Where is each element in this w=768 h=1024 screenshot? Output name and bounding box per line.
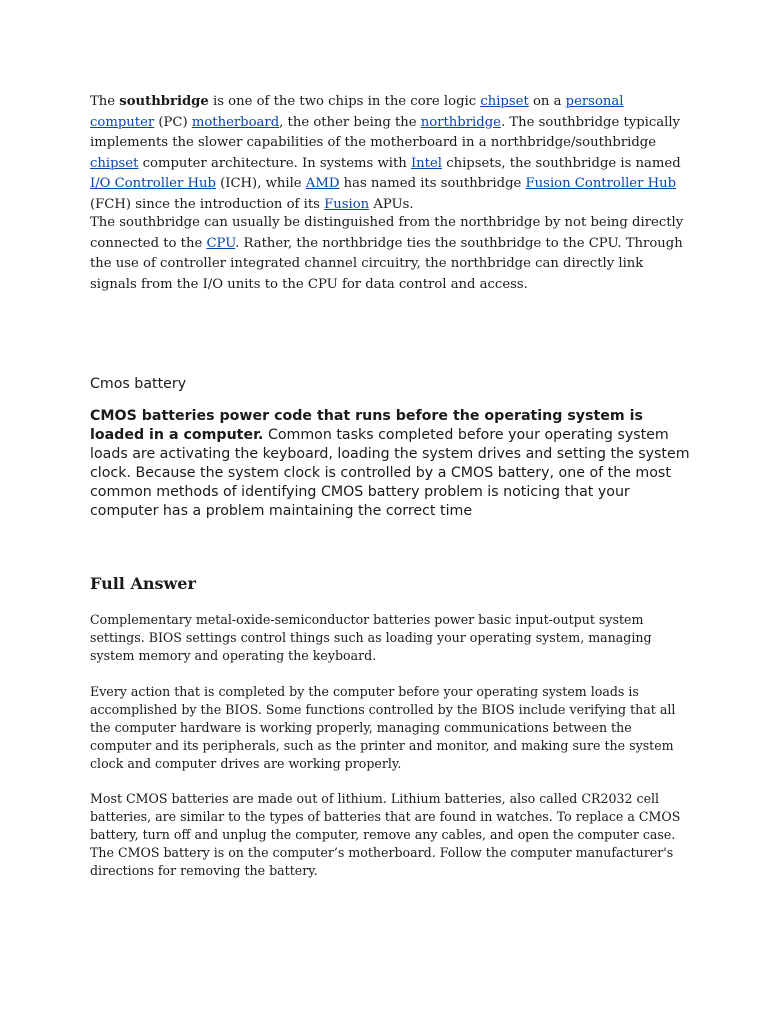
text: . The southbridge typically implements the slower capabilities of the motherboard in a northbridge/southbridge <box>90 114 681 150</box>
link-fusion[interactable]: Fusion <box>324 196 370 212</box>
text: APUs. <box>369 196 414 212</box>
text: Common tasks completed before your operating system loads are activating the keyboard, loading the system drives and setting the system clock. Because the system clock is controlled by a CMOS battery, one of the most common methods of identifying CMOS battery problem is noticing that your computer has a problem maintaining the correct time <box>90 427 690 519</box>
text: (PC) <box>154 114 192 130</box>
southbridge-paragraph-1 <box>90 92 690 215</box>
text: is one of the two chips in the core logic <box>208 94 481 109</box>
text: chipsets, the southbridge is named <box>442 155 681 171</box>
cmos-lead-sentence: CMOS batteries power code that runs before the operating system is loaded in a computer. <box>90 408 643 443</box>
text: The <box>90 94 120 109</box>
link-motherboard[interactable]: motherboard <box>191 114 280 130</box>
full-answer-heading: Full Answer <box>90 574 196 593</box>
link-intel[interactable]: Intel <box>410 155 442 171</box>
link-fusion-controller-hub[interactable]: Fusion Controller Hub <box>525 176 677 191</box>
link-cpu[interactable]: CPU <box>206 235 236 251</box>
full-answer-paragraph-3: Most CMOS batteries are made out of lithium. Lithium batteries, also called CR2032 cell batteries, are similar to the types of batteries that are found in watches. To replace a CMOS battery, turn off and unplug the computer, remove any cables, and open the computer case. The CMOS battery is on the computer’s motherboard. Follow the computer manufacturer's directions for removing the battery. <box>90 791 681 878</box>
link-personal-computer[interactable]: personal computer <box>90 94 624 130</box>
text: (FCH) since the introduction of its <box>90 196 325 212</box>
southbridge-paragraph-2 <box>90 213 690 295</box>
text: has named its southbridge <box>339 176 526 191</box>
link-northbridge[interactable]: northbridge <box>420 114 501 130</box>
text: , the other being the <box>279 114 421 130</box>
cmos-paragraph <box>90 407 690 521</box>
link-amd[interactable]: AMD <box>305 176 340 191</box>
full-answer-paragraph-2: Every action that is completed by the computer before your operating system loads is accomplished by the BIOS. Some functions controlled by the BIOS include verifying that all the computer hardware is working properly, managing communications between the computer and its peripherals, such as the printer and monitor, and making sure the system clock and computer drives are working properly. <box>90 684 676 771</box>
link-io-controller-hub[interactable]: I/O Controller Hub <box>90 176 216 191</box>
full-answer-paragraph-1: Complementary metal-oxide-semiconductor batteries power basic input-output system settings. BIOS settings control things such as loading your operating system, managing system memory and operating the keyboard. <box>90 612 652 663</box>
text: on a <box>528 94 566 109</box>
cmos-heading: Cmos battery <box>90 376 187 392</box>
link-chipset-2[interactable]: chipset <box>90 155 139 171</box>
term-southbridge: southbridge <box>119 94 209 109</box>
text: . Rather, the northbridge ties the southbridge to the CPU. Through the use of controller integrated channel circuitry, the northbridge can directly link signals from the I/O units to the CPU for data control and access. <box>90 235 683 292</box>
text: (ICH), while <box>215 176 306 191</box>
text: computer architecture. In systems with <box>138 155 411 171</box>
text: The southbridge can usually be distinguished from the northbridge by not being directly connected to the <box>90 215 684 251</box>
link-chipset[interactable]: chipset <box>480 94 529 109</box>
